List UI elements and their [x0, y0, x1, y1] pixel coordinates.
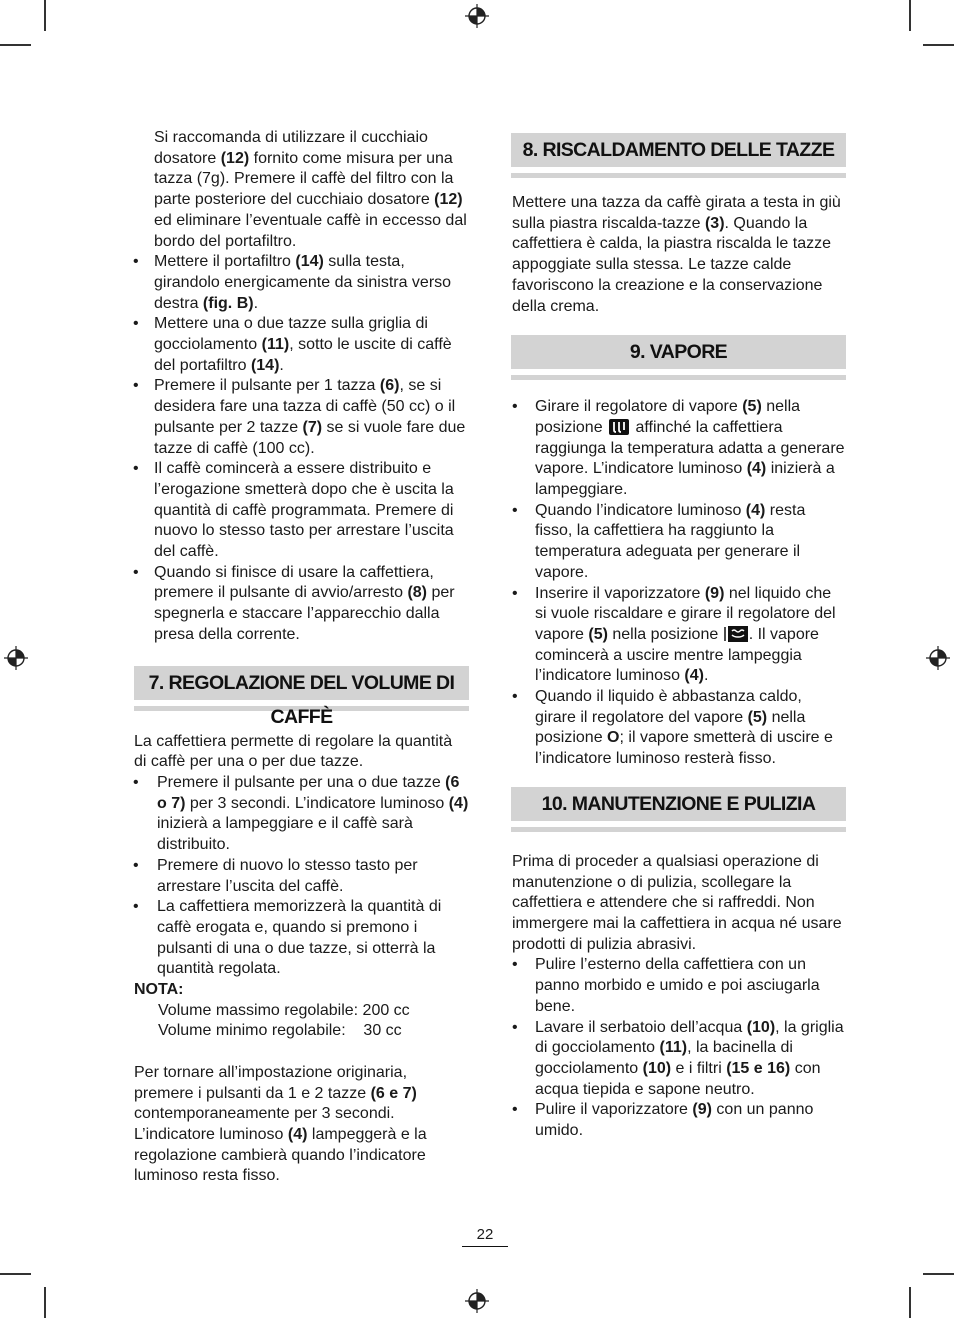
- crop-mark: [0, 44, 31, 46]
- list-item: • Quando il liquido è abbastanza caldo, girare il regolatore del vapore (5) nella posizione O; il vapore smetterà di uscire e l’indicatore luminoso resterà fisso.: [511, 687, 846, 770]
- left-column: [134, 128, 469, 1187]
- section-paragraph: Mettere una tazza da caffè girata a testa in giù sulla piastra riscalda-tazze (3). Quando la caffettiera è calda, la piastra riscalda le tazze appoggiate sulla stessa. Le tazze calde favoriscono la creazione e la conservazione della crema.: [512, 194, 841, 315]
- section-heading: 10. MANUTENZIONE E PULIZIA: [511, 787, 846, 821]
- right-column: [511, 133, 846, 1142]
- crop-mark: [923, 1273, 954, 1275]
- instruction-list: [511, 397, 846, 770]
- registration-mark-icon: [465, 1289, 489, 1313]
- list-item: • Inserire il vaporizzatore (9) nel liquido che si vuole riscaldare e girare il regolatore del vapore (5) nella posizione . Il vapore comincerà a uscire mentre lampeggia l’indicatore luminoso (4).: [511, 584, 846, 688]
- crop-mark: [909, 1287, 911, 1318]
- registration-mark-icon: [4, 646, 28, 670]
- list-item: • Mettere una o due tazze sulla griglia di gocciolamento (11), sotto le uscite di caffè del portafiltro (14).: [134, 314, 469, 376]
- intro-paragraph: Si raccomanda di utilizzare il cucchiaio dosatore (12) fornito come misura per una tazza (7g). Premere il caffè del filtro con la parte posteriore del cucchiaio dosatore (12) ed eliminare l’eventuale caffè in eccesso dal bordo del portafiltro.: [154, 129, 467, 250]
- section-heading: 9. VAPORE: [511, 335, 846, 369]
- instruction-list: [134, 773, 469, 980]
- list-item: • Quando si finisce di usare la caffettiera, premere il pulsante di avvio/arresto (8) per spegnerla e staccare l’apparecchio dalla presa della corrente.: [134, 563, 469, 646]
- section-heading: 8. RISCALDAMENTO DELLE TAZZE: [511, 133, 846, 167]
- crop-mark: [44, 0, 46, 31]
- list-item: • Premere il pulsante per 1 tazza (6), se si desidera fare una tazza di caffè (50 cc) o il pulsante per 2 tazze (7) se si vuole fare due tazze di caffè (100 cc).: [134, 376, 469, 459]
- registration-mark-icon: [465, 4, 489, 28]
- note-line: Volume minimo regolabile: 30 cc: [158, 1022, 402, 1040]
- instruction-list: [134, 252, 469, 645]
- page-number: 22: [462, 1226, 508, 1247]
- reset-paragraph: Per tornare all’impostazione originaria, premere i pulsanti da 1 e 2 tazze (6 e 7) contemporaneamente per 3 secondi. L’indicatore luminoso (4) lampeggerà e la regolazione cambierà quando l’indicatore luminoso resta fisso.: [134, 1063, 427, 1185]
- list-item: • Il caffè comincerà a essere distribuito e l’erogazione smetterà dopo che è uscita la quantità di caffè programmata. Premere di nuovo lo stesso tasto per arrestare l’uscita del caffè.: [134, 459, 469, 563]
- list-item: • Girare il regolatore di vapore (5) nella posizione affinché la caffettiera raggiunga la temperatura adatta a generare vapore. L’indicatore luminoso (4) inizierà a lampeggiare.: [511, 397, 846, 501]
- list-item: • Mettere il portafiltro (14) sulla testa, girandolo energicamente da sinistra verso destra (fig. B).: [134, 252, 469, 314]
- crop-mark: [0, 1273, 31, 1275]
- list-item: • Premere di nuovo lo stesso tasto per arrestare l’uscita del caffè.: [134, 856, 469, 897]
- section-heading: 7. REGOLAZIONE DEL VOLUME DI CAFFÈ: [134, 666, 469, 700]
- section-intro: La caffettiera permette di regolare la quantità di caffè per una o per due tazze.: [134, 732, 453, 771]
- crop-mark: [909, 0, 911, 31]
- steam-heat-symbol-icon: [609, 419, 629, 435]
- registration-mark-icon: [926, 646, 950, 670]
- steam-output-symbol-icon: [723, 625, 749, 643]
- list-item: • Premere il pulsante per una o due tazze (6 o 7) per 3 secondi. L’indicatore luminoso (4) inizierà a lampeggiare e il caffè sarà distribuito.: [134, 773, 469, 856]
- section-rule: [511, 375, 846, 380]
- list-item: • Pulire l’esterno della caffettiera con un panno morbido e umido e poi asciugarla bene.: [511, 955, 846, 1017]
- section-rule: [511, 827, 846, 832]
- crop-mark: [44, 1287, 46, 1318]
- list-item: • Lavare il serbatoio dell’acqua (10), la griglia di gocciolamento (11), la bacinella di gocciolamento (10) e i filtri (15 e 16) con acqua tiepida e sapone neutro.: [511, 1018, 846, 1101]
- list-item: • Quando l’indicatore luminoso (4) resta fisso, la caffettiera ha raggiunto la temperatura adeguata per generare il vapore.: [511, 501, 846, 584]
- list-item: • La caffettiera memorizzerà la quantità di caffè erogata e, quando si premono i pulsanti di una o due tazze, si otterrà la quantità regolata.: [134, 897, 469, 980]
- note-line: Volume massimo regolabile: 200 cc: [158, 1001, 410, 1019]
- crop-mark: [923, 44, 954, 46]
- note-label: NOTA:: [134, 981, 184, 999]
- list-item: • Pulire il vaporizzatore (9) con un panno umido.: [511, 1100, 846, 1141]
- instruction-list: [511, 955, 846, 1141]
- section-paragraph: Prima di proceder a qualsiasi operazione di manutenzione o di pulizia, scollegare la caffettiera e attendere che si raffreddi. Non immergere mai la caffettiera in acqua né usare prodotti di pulizia abrasivi.: [512, 852, 842, 953]
- section-rule: [511, 173, 846, 178]
